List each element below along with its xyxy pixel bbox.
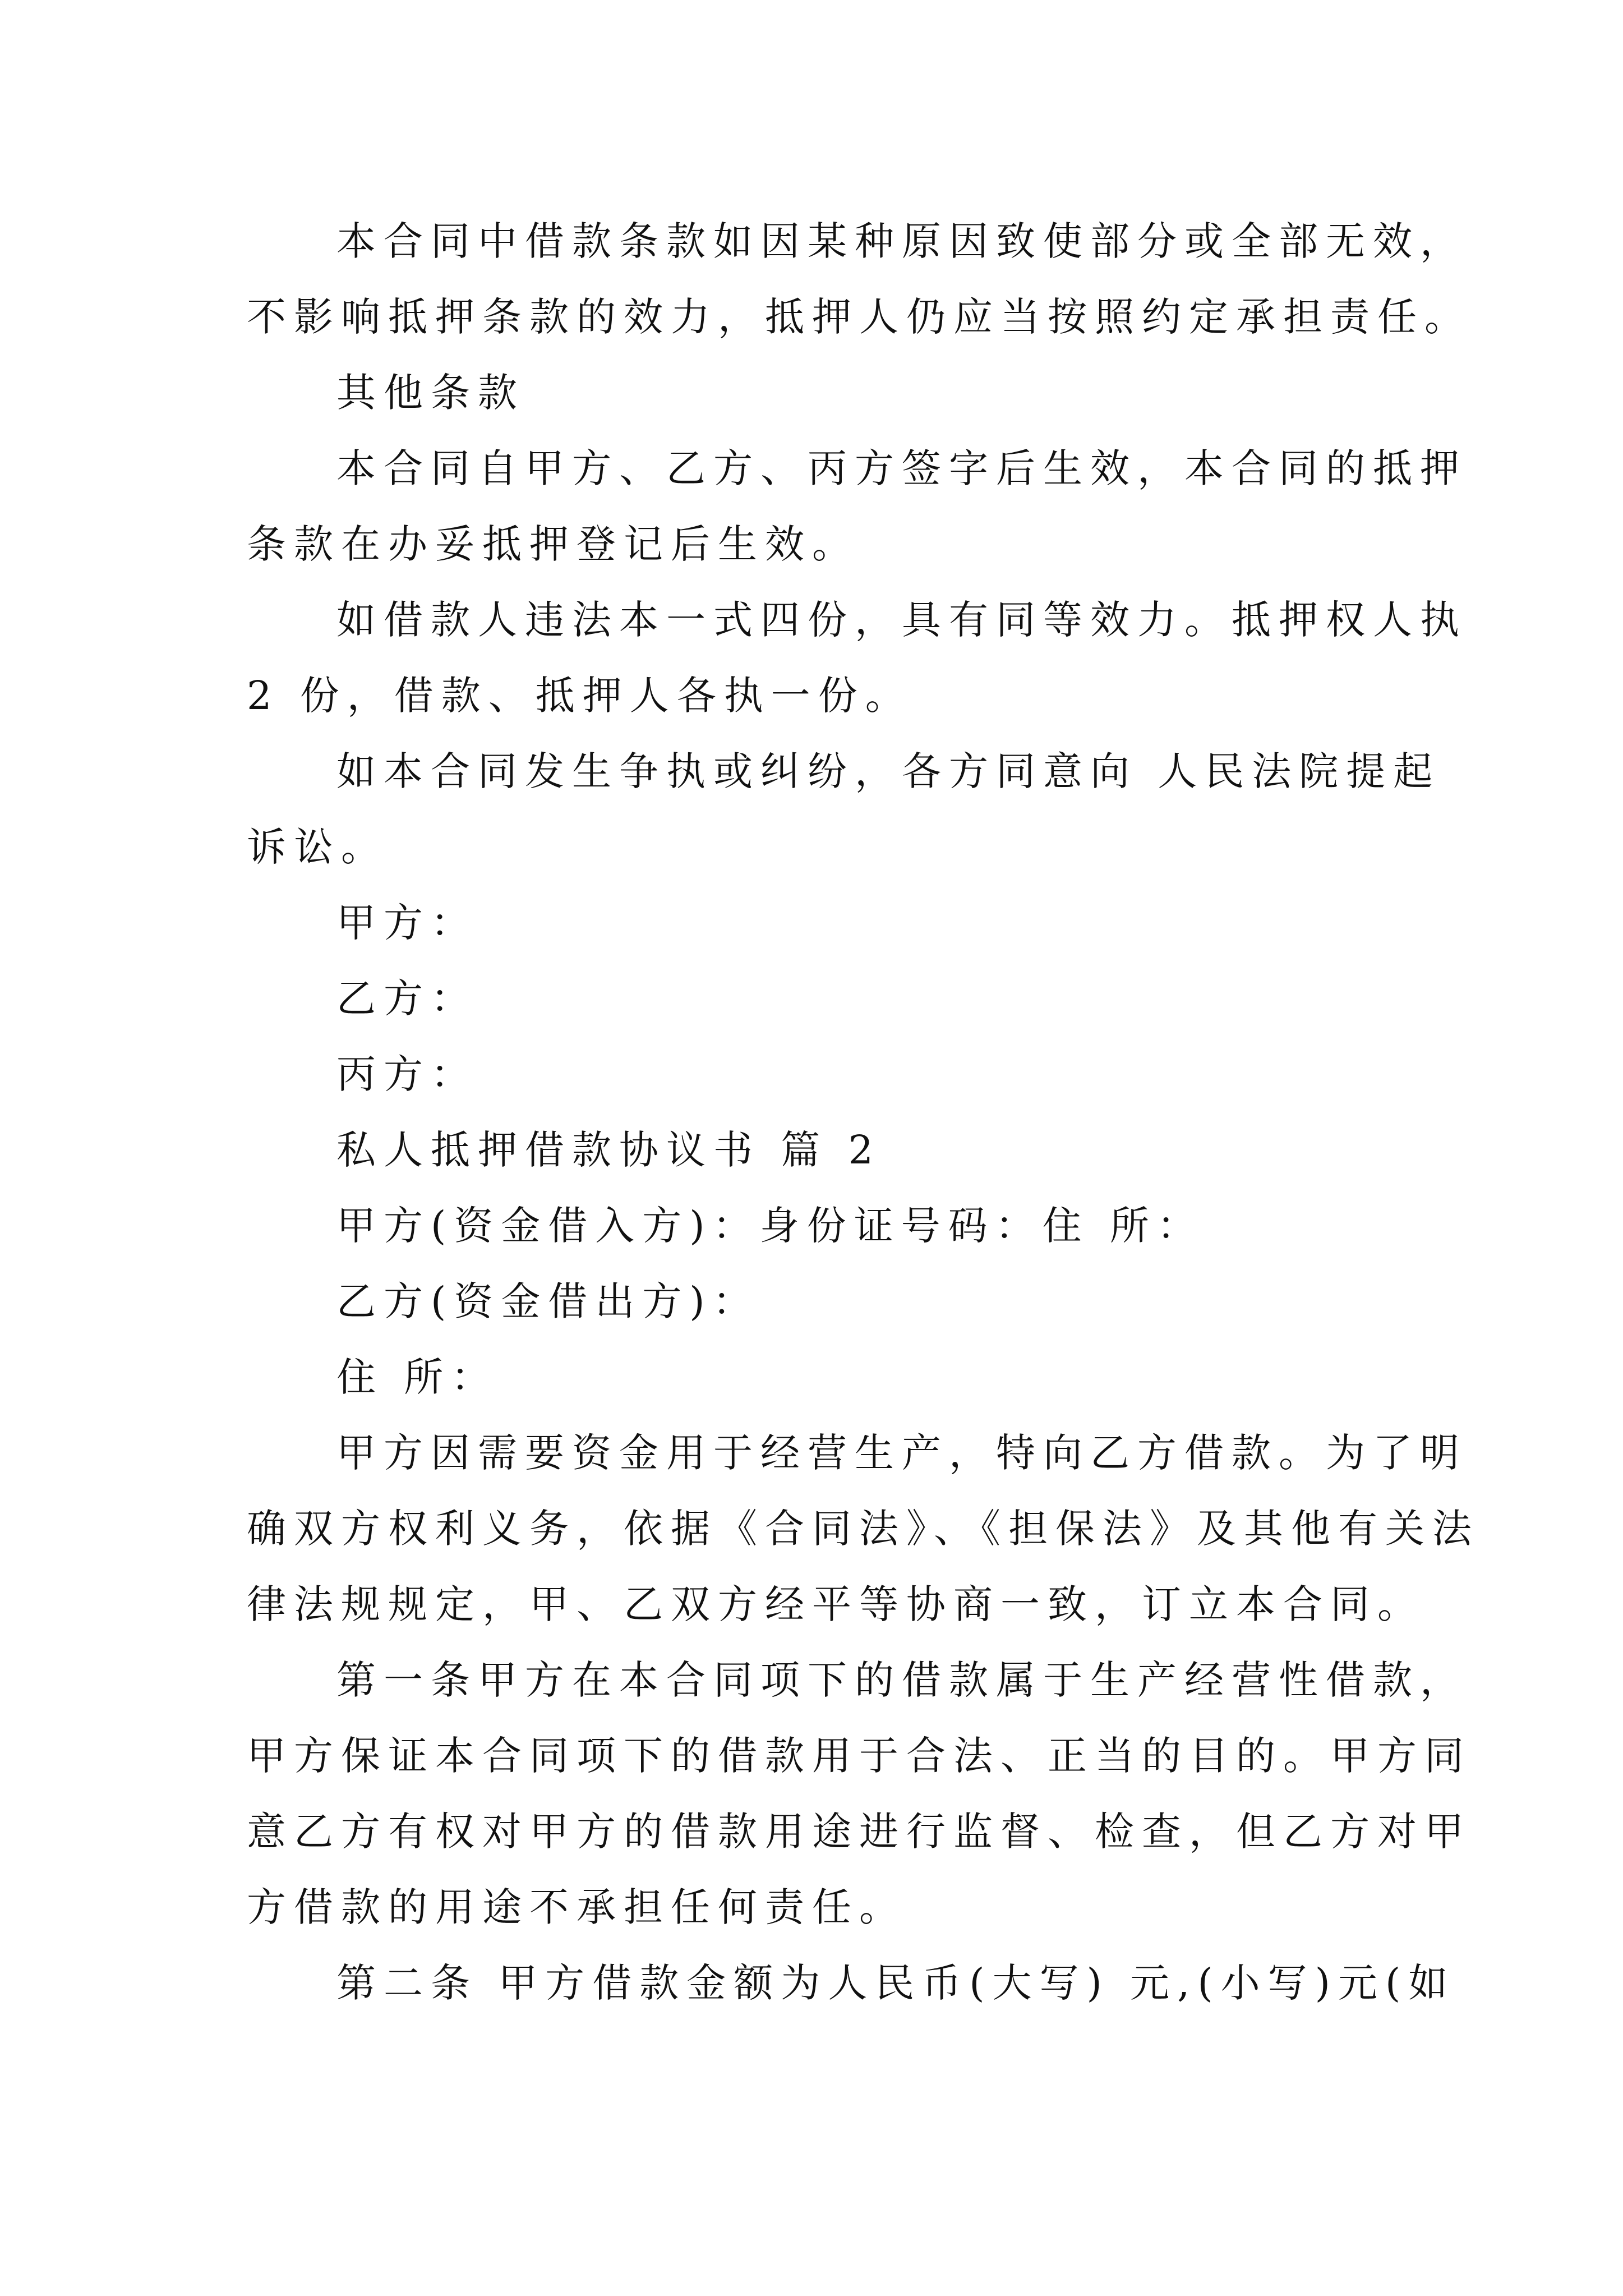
text-line-9: 诉讼。 [247,824,388,870]
text-line-12: 丙方： [336,1051,478,1097]
text-line-6: 如借款人违法本一式四份，具有同等效力。抵押权人执 [336,597,1467,643]
text-line-11: 乙方： [336,976,478,1022]
text-line-7: 2 份，借款、抵押人各执一份。 [247,673,912,719]
text-line-5: 条款在办妥抵押登记后生效。 [247,521,859,567]
text-line-1: 本合同中借款条款如因某种原因致使部分或全部无效， [336,218,1467,264]
text-line-17: 甲方因需要资金用于经营生产，特向乙方借款。为了明 [336,1430,1467,1476]
section-title: 私人抵押借款协议书 篇 2 [336,1127,882,1173]
text-line-18: 确双方权利义务，依据《合同法》、《担保法》及其他有关法 [247,1506,1479,1552]
text-line-19: 律法规规定，甲、乙双方经平等协商一致，订立本合同。 [247,1581,1424,1627]
text-line-21: 甲方保证本合同项下的借款用于合法、正当的目的。甲方同 [247,1733,1472,1779]
text-line-22: 意乙方有权对甲方的借款用途进行监督、检查，但乙方对甲 [247,1809,1472,1855]
text-line-10: 甲方： [336,900,478,946]
text-line-15: 乙方(资金借出方)： [336,1278,760,1324]
text-line-20: 第一条甲方在本合同项下的借款属于生产经营性借款， [336,1657,1467,1703]
text-line-23: 方借款的用途不承担任何责任。 [247,1884,906,1930]
text-line-14: 甲方(资金借入方)：身份证号码：住 所： [336,1203,1204,1249]
text-line-8: 如本合同发生争执或纠纷，各方同意向 人民法院提起 [336,748,1441,794]
text-line-16: 住 所： [336,1354,499,1400]
text-line-24: 第二条 甲方借款金额为人民币(大写) 元,(小写)元(如 [336,1960,1456,2006]
text-line-3: 其他条款 [336,370,525,416]
text-line-2: 不影响抵押条款的效力，抵押人仍应当按照约定承担责任。 [247,294,1472,340]
text-line-4: 本合同自甲方、乙方、丙方签字后生效，本合同的抵押 [336,445,1467,491]
